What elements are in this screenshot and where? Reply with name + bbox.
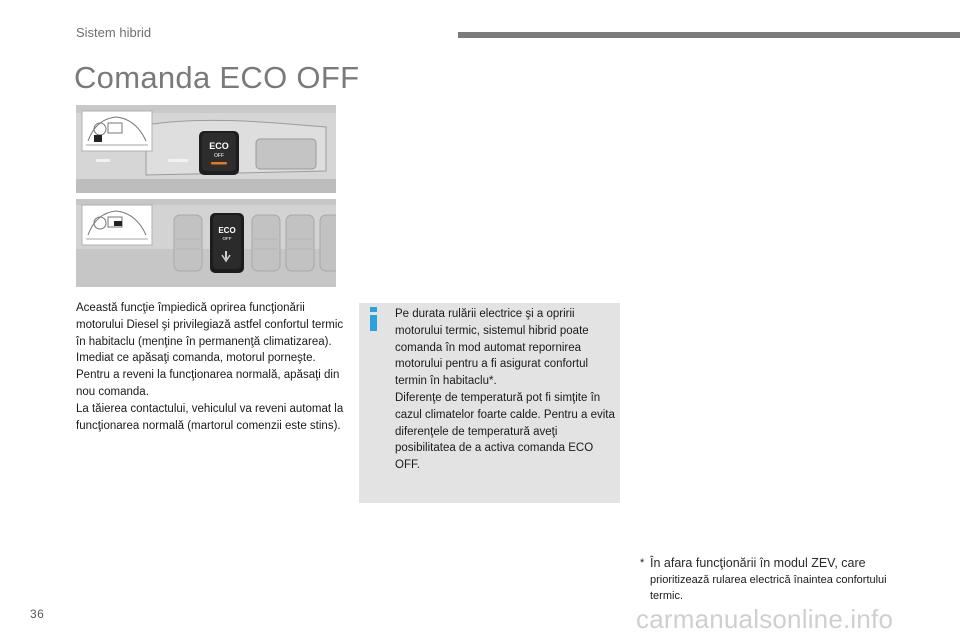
info-text [395, 306, 617, 474]
figure-eco-button-closeup [76, 199, 336, 287]
footnote-text: prioritizează rularea electrică înaintea confortului termic. [650, 574, 887, 602]
watermark: carmanualsonline.info [636, 604, 894, 634]
eco-label-top: ECO [209, 141, 229, 151]
footnote-body [650, 555, 910, 604]
paragraph-function: Această funcţie împiedică oprirea funcţionării motorului Diesel şi privilegiază astfel confortul termic în habitaclu (menţine în permanenţă climatizarea). [76, 302, 344, 348]
main-description [76, 300, 346, 434]
info-paragraph-temperature: Diferenţe de temperatură pot fi simţite în cazul climatelor foarte calde. Pentru a evita diferenţele de temperatură aveţi posibilitatea de a activa comanda ECO OFF. [395, 391, 615, 472]
info-box [359, 303, 620, 503]
footnote [640, 555, 910, 604]
page-number: 36 [30, 607, 45, 621]
footnote-lead: În afara funcţionării în modul ZEV, care [650, 556, 866, 570]
off-label-top: OFF [214, 153, 224, 159]
section-label: Sistem hibrid [76, 25, 152, 40]
page-title: Comanda ECO OFF [74, 60, 360, 95]
paragraph-press: Imediat ce apăsaţi comanda, motorul porneşte. [76, 352, 316, 365]
figure-eco-button-dashboard [76, 105, 336, 193]
info-icon [367, 307, 381, 331]
paragraph-ignition-off: La tăierea contactului, vehiculul va reveni automat la funcţionarea normală (martorul comenzii este stins). [76, 402, 344, 432]
header-bar [458, 32, 960, 38]
footnote-marker: * [640, 557, 645, 569]
off-label-bottom: OFF [222, 236, 232, 241]
info-paragraph-electric: Pe durata rulării electrice şi a opririi motorului termic, sistemul hibrid poate comanda în mod automat repornirea motorului pentru a fi asigurat confortul termin în habitaclu*. [395, 308, 589, 388]
paragraph-return: Pentru a reveni la funcţionarea normală, apăsaţi din nou comanda. [76, 369, 340, 398]
eco-label-bottom: ECO [218, 226, 236, 235]
